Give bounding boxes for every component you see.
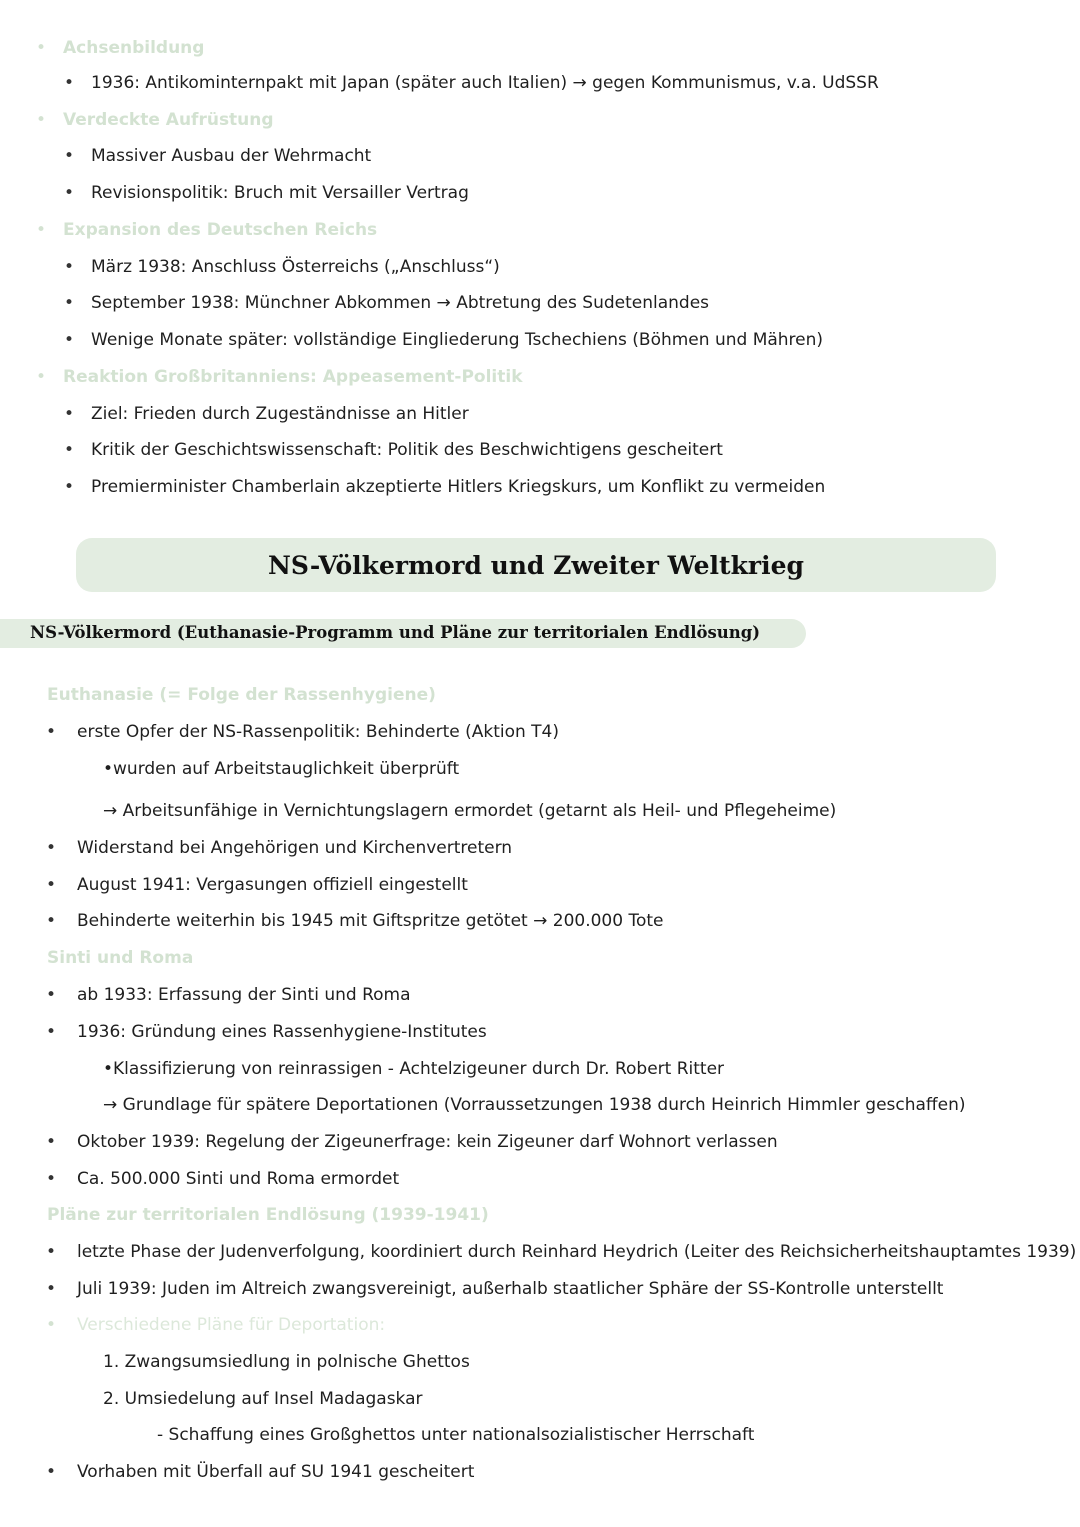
main-title-banner: [76, 538, 996, 592]
list-subitem: •wurden auf Arbeitstauglichkeit überprüft: [103, 759, 460, 779]
section-heading-expansion: Expansion des Deutschen Reichs: [63, 220, 378, 240]
bullet: •: [36, 367, 47, 387]
bullet: •: [64, 440, 75, 460]
list-item: erste Opfer der NS-Rassenpolitik: Behinderte (Aktion T4): [77, 722, 560, 742]
list-item: August 1941: Vergasungen offiziell eingestellt: [77, 875, 468, 895]
bullet: •: [64, 477, 75, 497]
list-item: Behinderte weiterhin bis 1945 mit Giftspritze getötet → 200.000 Tote: [77, 911, 664, 931]
bullet: •: [46, 911, 57, 931]
page-title: NS-Völkermord und Zweiter Weltkrieg: [268, 550, 804, 580]
section-heading-achsenbildung: Achsenbildung: [63, 38, 205, 58]
list-item: 1936: Gründung eines Rassenhygiene-Institutes: [77, 1022, 487, 1042]
bullet: •: [36, 38, 47, 58]
dash-item: - Schaffung eines Großghettos unter nationalsozialistischer Herrschaft: [157, 1425, 755, 1445]
section-heading-appeasement: Reaktion Großbritanniens: Appeasement-Politik: [63, 367, 523, 387]
bullet: •: [36, 110, 47, 130]
bullet: •: [64, 404, 75, 424]
list-item: Verschiedene Pläne für Deportation:: [77, 1315, 386, 1335]
bullet: •: [46, 1315, 57, 1335]
bullet: •: [46, 1242, 57, 1262]
list-item: Ziel: Frieden durch Zugeständnisse an Hitler: [91, 404, 469, 424]
list-subitem: → Arbeitsunfähige in Vernichtungslagern ermordet (getarnt als Heil- und Pflegeheime): [103, 801, 837, 821]
bullet: •: [46, 1132, 57, 1152]
bullet: •: [36, 220, 47, 240]
bullet: •: [46, 1022, 57, 1042]
bullet: •: [64, 293, 75, 313]
list-item: Oktober 1939: Regelung der Zigeunerfrage: kein Zigeuner darf Wohnort verlassen: [77, 1132, 778, 1152]
section-heading-endloesung: Pläne zur territorialen Endlösung (1939-1941): [47, 1205, 489, 1225]
list-item: Premierminister Chamberlain akzeptierte Hitlers Kriegskurs, um Konflikt zu vermeiden: [91, 477, 826, 497]
bullet: •: [46, 985, 57, 1005]
list-item: ab 1933: Erfassung der Sinti und Roma: [77, 985, 411, 1005]
list-item: letzte Phase der Judenverfolgung, koordiniert durch Reinhard Heydrich (Leiter des Reichsicherheitshauptamtes 1939): [77, 1242, 1077, 1262]
bullet: •: [46, 1169, 57, 1189]
list-item: Revisionspolitik: Bruch mit Versailler Vertrag: [91, 183, 469, 203]
list-item: Vorhaben mit Überfall auf SU 1941 gescheitert: [77, 1462, 475, 1482]
section-heading-euthanasie: Euthanasie (= Folge der Rassenhygiene): [47, 685, 436, 705]
list-item: Juli 1939: Juden im Altreich zwangsvereinigt, außerhalb staatlicher Sphäre der SS-Kontrolle unterstellt: [77, 1279, 944, 1299]
section-heading-sinti-roma: Sinti und Roma: [47, 948, 194, 968]
list-item: September 1938: Münchner Abkommen → Abtretung des Sudetenlandes: [91, 293, 710, 313]
bullet: •: [46, 722, 57, 742]
bullet: •: [46, 1462, 57, 1482]
list-item: Kritik der Geschichtswissenschaft: Politik des Beschwichtigens gescheitert: [91, 440, 723, 460]
numbered-item: 2. Umsiedelung auf Insel Madagaskar: [103, 1389, 423, 1409]
bullet: •: [46, 1279, 57, 1299]
bullet: •: [64, 146, 75, 166]
list-item: Widerstand bei Angehörigen und Kirchenvertretern: [77, 838, 513, 858]
list-item: März 1938: Anschluss Österreichs („Anschluss“): [91, 257, 500, 277]
list-item: Ca. 500.000 Sinti und Roma ermordet: [77, 1169, 400, 1189]
bullet: •: [64, 257, 75, 277]
list-subitem: •Klassifizierung von reinrassigen - Achtelzigeuner durch Dr. Robert Ritter: [103, 1059, 725, 1079]
list-item: Wenige Monate später: vollständige Eingliederung Tschechiens (Böhmen und Mähren): [91, 330, 824, 350]
section-heading-aufruestung: Verdeckte Aufrüstung: [63, 110, 274, 130]
bullet: •: [46, 875, 57, 895]
numbered-item: 1. Zwangsumsiedlung in polnische Ghettos: [103, 1352, 470, 1372]
bullet: •: [64, 183, 75, 203]
bullet: •: [64, 330, 75, 350]
bullet: •: [64, 73, 75, 93]
section-subtitle: NS-Völkermord (Euthanasie-Programm und Pläne zur territorialen Endlösung): [30, 623, 761, 642]
bullet: •: [46, 838, 57, 858]
list-item: 1936: Antikominternpakt mit Japan (später auch Italien) → gegen Kommunismus, v.a. UdSSR: [91, 73, 879, 93]
list-subitem: → Grundlage für spätere Deportationen (Vorraussetzungen 1938 durch Heinrich Himmler geschaffen): [103, 1095, 966, 1115]
list-item: Massiver Ausbau der Wehrmacht: [91, 146, 372, 166]
